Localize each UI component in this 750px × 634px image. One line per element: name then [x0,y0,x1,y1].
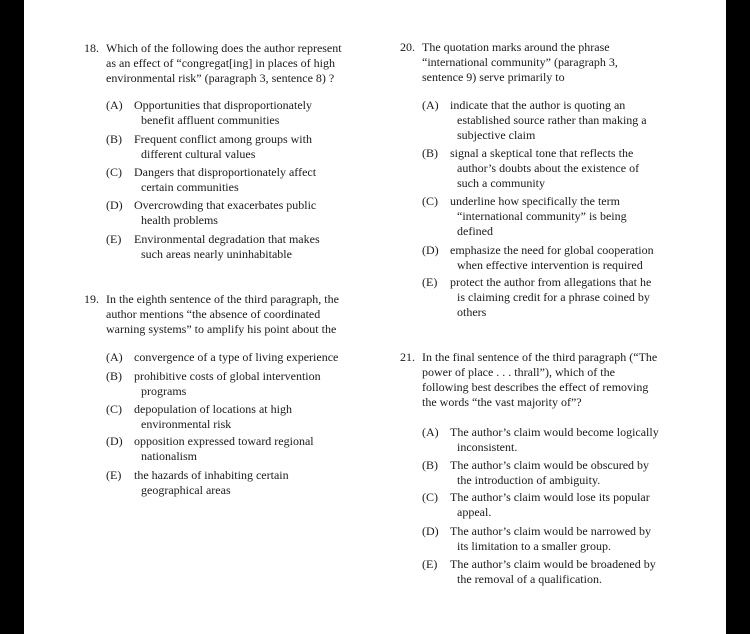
question-number: 21. [400,350,415,364]
question-stem: The quotation marks around the phrase “international community” (paragraph 3, sentence 9) serve primarily to [422,40,618,84]
question-stem: In the eighth sentence of the third paragraph, the author mentions “the absence of coordinated warning systems” to amplify his point about the [106,292,339,336]
question-number: 20. [400,40,415,54]
exam-page: 18. Which of the following does the author represent as an effect of “congregat[ing] in places of high environmental risk” (paragraph 3, sentence 8) ? (A) Opportunities that disproportionately benefit affluent communities (B) Frequent conflict among groups with different cultural values (C) Dangers that disproportionately affect certain communities (D) Overcrowding that exacerbates public health problems (E) Environmental degradation that makes such areas nearly uninhabitable 19. In the eighth sentence of the third paragraph, the author mentions “the absence of coordinated warning systems” to amplify his point about the (A) convergence of a type of living experience (B) prohibitive costs of global intervention programs (C) depopulation of locations at high environmental risk (D) opposition expressed toward regional nationalism (E) the hazards of inhabiting certain geographical areas 20. The quotation marks around the phrase “international community” (paragraph 3, sentence 9) serve primarily to (A) indicate that the author is quoting an established source rather than making a subjective claim (B) signal a skeptical tone that reflects the author’s doubts about the existence of such a community (C) underline how specifically the term “international community” is being defined (D) emphasize the need for global cooperation when effective intervention is required (E) protect the author from allegations that he is claiming credit for a phrase coined by others 21. In the final sentence of the third paragraph (“The power of place . . . thrall”), which of the following best describes the effect of removing the words “the vast majority of”? (A) The author’s claim would become logically inconsistent. (B) The author’s claim would be obscured by the introduction of ambiguity. (C) The author’s claim would lose its popular appeal. (D) The author’s claim would be narrowed by its limitation to a smaller group. (E) The author’s claim would be broadened by the removal of a qualification. [24,0,726,634]
question-stem: In the final sentence of the third paragraph (“The power of place . . . thrall”), which of the following best describes the effect of removing the words “the vast majority of”? [422,350,658,409]
question-number: 19. [84,292,99,306]
question-number: 18. [84,41,99,55]
question-stem: Which of the following does the author represent as an effect of “congregat[ing] in places of high environmental risk” (paragraph 3, sentence 8) ? [106,41,342,85]
